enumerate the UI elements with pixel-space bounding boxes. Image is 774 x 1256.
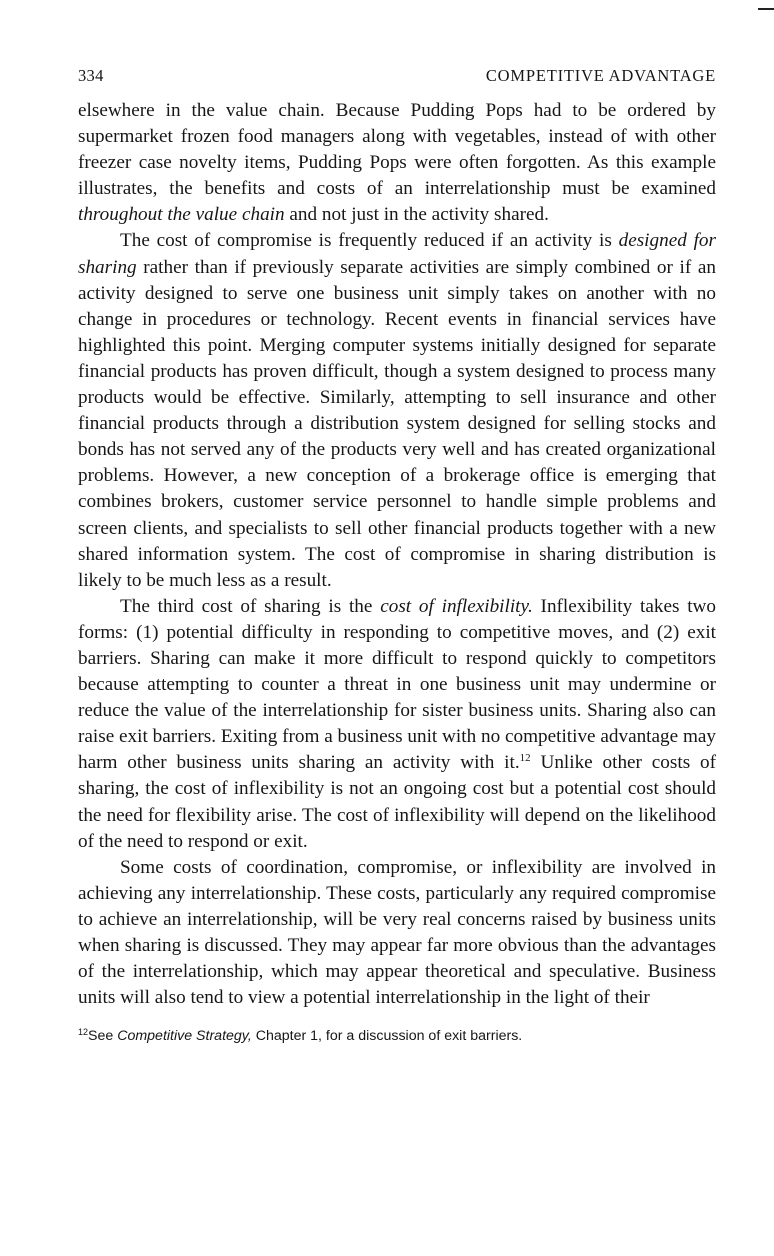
footnote-text: Chapter 1, for a discussion of exit barriers. xyxy=(251,1028,523,1045)
running-title: COMPETITIVE ADVANTAGE xyxy=(485,66,716,85)
book-page xyxy=(78,58,716,1046)
paragraph-1 xyxy=(78,98,716,228)
paragraph-2-start: The cost of compromise is frequently reduced if an activity is xyxy=(120,230,619,252)
footnote-book-title: Competitive Strategy, xyxy=(117,1028,252,1045)
footnote-number: 12 xyxy=(78,1027,89,1038)
paragraph-1-text: elsewhere in the value chain. Because Pudding Pops had to be ordered by supermarket frozen food managers along with vegetables, instead of with other freezer case novelty items, Pudding Pops were often forgotten. As this example illustrates, the benefits and costs of an interrelationship must be examined xyxy=(78,100,716,200)
paragraph-2 xyxy=(78,228,716,593)
footnote-prefix: See xyxy=(88,1028,118,1045)
paragraph-3-emphasis: cost of inflexibility. xyxy=(380,595,533,617)
running-header xyxy=(78,58,716,88)
footnote-reference[interactable]: 12 xyxy=(519,752,531,765)
paragraph-1-emphasis: throughout the value chain xyxy=(78,204,285,226)
page-edge-mark xyxy=(758,8,774,10)
paragraph-3-start: The third cost of sharing is the xyxy=(120,595,381,617)
footnote xyxy=(78,1027,716,1046)
paragraph-3 xyxy=(78,594,716,855)
body-text xyxy=(78,98,716,1011)
paragraph-1-end: and not just in the activity shared. xyxy=(284,204,549,226)
paragraph-3-mid: Inflexibility takes two forms: (1) potential difficulty in responding to competitive moves, and (2) exit barriers. Sharing can make it more difficult to respond quickly to competitors because attempting to counter a threat in one business unit may undermine or reduce the value of the interrelationship for sister business units. Sharing also can raise exit barriers. Exiting from a business unit with no competitive advantage may harm other business units sharing an activity with it. xyxy=(78,595,716,774)
paragraph-2-emphasis: designed for sharing xyxy=(78,230,716,278)
paragraph-4: Some costs of coordination, compromise, or inflexibility are involved in achieving any interrelationship. These costs, particularly any required compromise to achieve an interrelationship, will be very real concerns raised by business units when sharing is discussed. They may appear far more obvious than the advantages of the interrelationship, which may appear theoretical and speculative. Business units will also tend to view a potential interrelationship in the light of their xyxy=(78,856,716,1009)
paragraph-2-end: rather than if previously separate activities are simply combined or if an activity designed to serve one business unit simply takes on another with no change in procedures or technology. Recent events in financial services have highlighted this point. Merging computer systems initially designed for separate financial products has proven difficult, though a system designed to process many products would be effective. Similarly, attempting to sell insurance and other financial products through a distribution system designed for selling stocks and bonds has not served any of the products very well and has created organizational problems. However, a new conception of a brokerage office is emerging that combines brokers, customer service personnel to handle simple problems and screen clients, and specialists to sell other financial products together with a new shared information system. The cost of compromise in sharing distribution is likely to be much less as a result. xyxy=(78,256,716,591)
paragraph-3-end: Unlike other costs of sharing, the cost of inflexibility is not an ongoing cost but a potential cost should the need for flexibility arise. The cost of inflexibility will depend on the likelihood of the need to respond or exit. xyxy=(78,752,716,852)
page-number: 334 xyxy=(78,66,104,85)
